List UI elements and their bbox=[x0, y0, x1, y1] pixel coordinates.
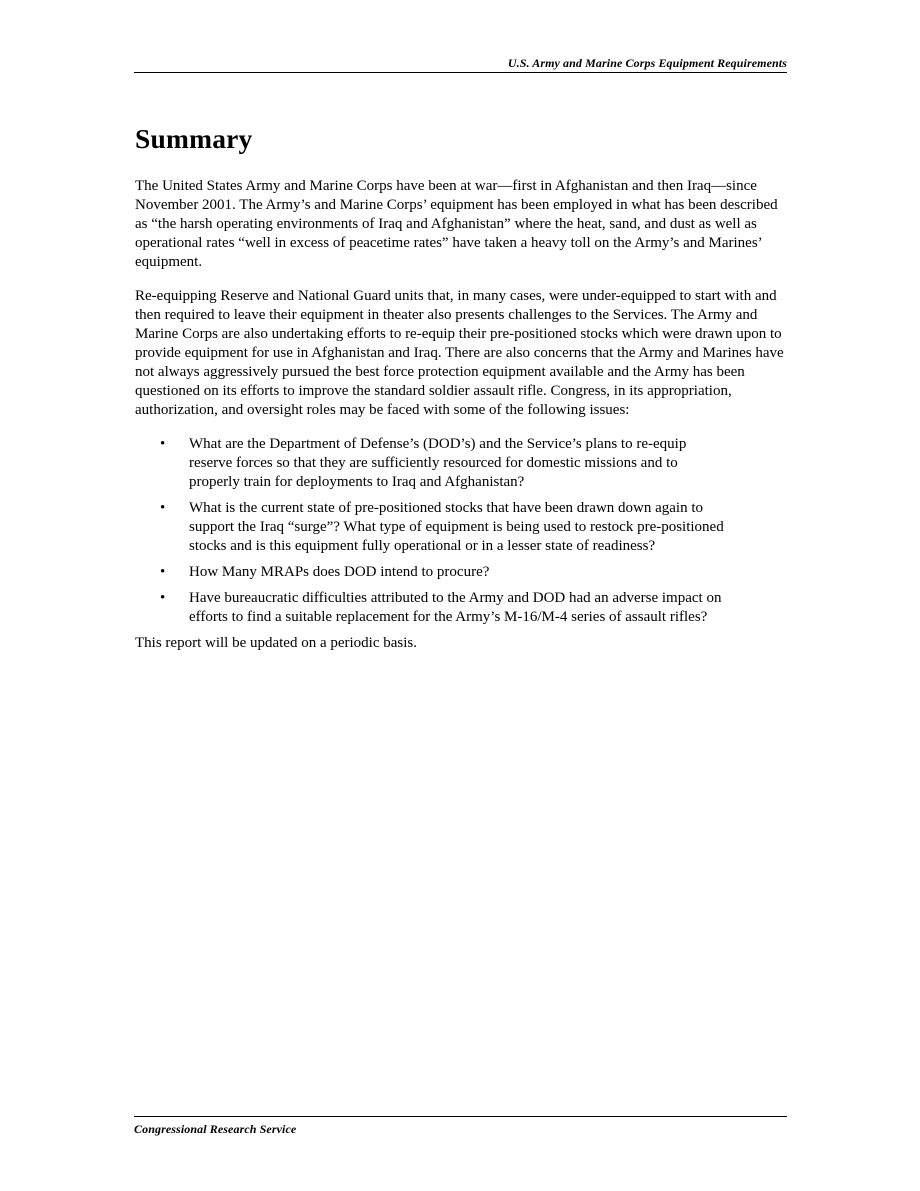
paragraph-intro: The United States Army and Marine Corps have been at war—first in Afghanistan and then Iraq—since November 2001. The Army’s and Marine Corps’ equipment has been employed in what has been described as “the harsh operating environments of Iraq and Afghanistan” where the heat, sand, and dust as well as operational rates “well in excess of peacetime rates” have taken a heavy toll on the Army’s and Marines’ equipment. bbox=[135, 178, 778, 270]
list-item-text: How Many MRAPs does DOD intend to procure? bbox=[189, 564, 490, 580]
list-item bbox=[135, 563, 731, 582]
paragraph-issues: Re-equipping Reserve and National Guard units that, in many cases, were under-equipped to start with and then required to leave their equipment in theater also presents challenges to the Services. The Army and Marine Corps are also undertaking efforts to re-equip their pre-positioned stocks which were drawn upon to provide equipment for use in Afghanistan and Iraq. There are also concerns that the Army and Marines have not always aggressively pursued the best force protection equipment available and the Army has been questioned on its efforts to improve the standard soldier assault rifle. Congress, in its appropriation, authorization, and oversight roles may be faced with some of the following issues: bbox=[135, 288, 784, 418]
bullet-icon: • bbox=[160, 436, 166, 452]
issues-list bbox=[135, 435, 787, 627]
bullet-icon: • bbox=[160, 590, 166, 606]
list-item-text: What are the Department of Defense’s (DOD’s) and the Service’s plans to re-equip reserve forces so that they are sufficiently resourced for domestic missions and to properly train for deployments to Iraq and Afghanistan? bbox=[189, 436, 687, 490]
running-header: U.S. Army and Marine Corps Equipment Requirements bbox=[134, 56, 787, 73]
list-item bbox=[135, 499, 731, 556]
bullet-icon: • bbox=[160, 564, 166, 580]
bullet-icon: • bbox=[160, 500, 166, 516]
list-item-text: What is the current state of pre-positioned stocks that have been drawn down again to support the Iraq “surge”? What type of equipment is being used to restock pre-positioned stocks and is this equipment fully operational or in a lesser state of readiness? bbox=[189, 500, 724, 554]
list-item bbox=[135, 589, 731, 627]
page-title: Summary bbox=[135, 123, 253, 154]
closing-note: This report will be updated on a periodic basis. bbox=[135, 635, 418, 651]
running-footer: Congressional Research Service bbox=[134, 1116, 787, 1136]
list-item-text: Have bureaucratic difficulties attributed to the Army and DOD had an adverse impact on efforts to find a suitable replacement for the Army’s M-16/M-4 series of assault rifles? bbox=[189, 590, 722, 625]
summary-body bbox=[135, 177, 787, 668]
list-item bbox=[135, 435, 731, 492]
